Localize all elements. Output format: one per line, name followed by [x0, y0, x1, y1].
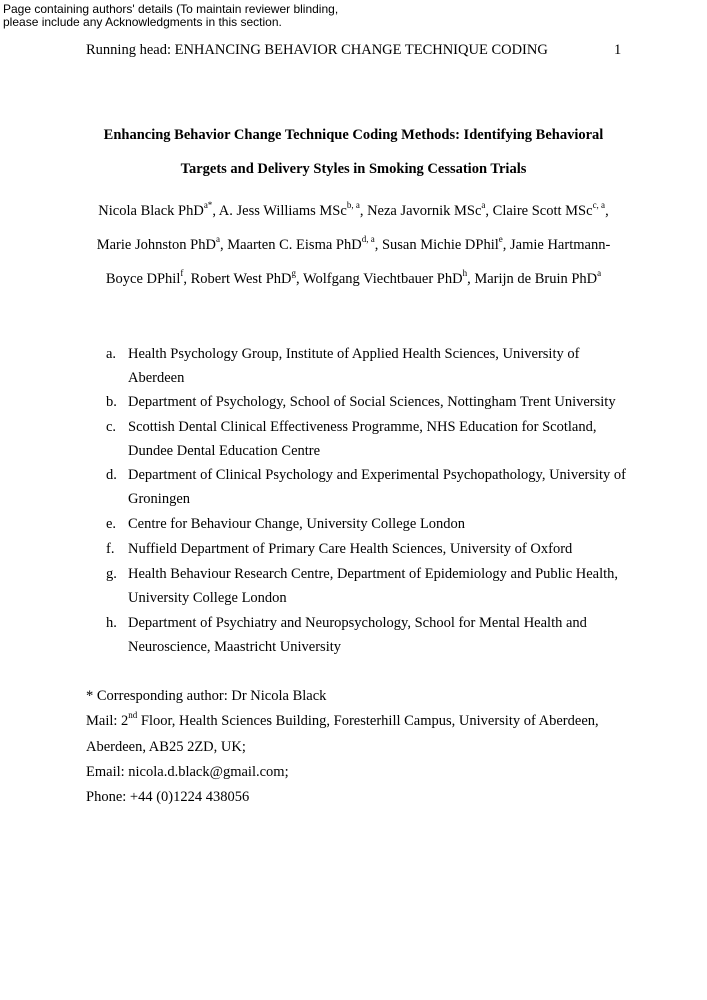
- running-head: Running head: ENHANCING BEHAVIOR CHANGE TECHNIQUE CODING: [86, 42, 548, 58]
- affiliation-letter: c.: [106, 419, 117, 435]
- affiliation-text-line: Dundee Dental Education Centre: [128, 443, 321, 459]
- affiliation-text-line: Centre for Behaviour Change, University College London: [128, 516, 466, 532]
- author-name: Neza Javornik MSc: [367, 203, 482, 219]
- affiliation-letter: a.: [106, 346, 117, 362]
- author-affiliation-mark: d, a: [361, 234, 375, 245]
- affiliation-text-line: Department of Psychology, School of Social Sciences, Nottingham Trent University: [128, 394, 616, 410]
- author-affiliation-mark: f: [180, 268, 184, 279]
- reviewer-notice-line: please include any Acknowledgments in this section.: [3, 15, 282, 29]
- affiliation-text-line: Department of Clinical Psychology and Experimental Psychopathology, University of: [128, 467, 627, 483]
- author-separator: ,: [485, 203, 493, 219]
- affiliation-item: [106, 342, 628, 390]
- paper-title-line: Targets and Delivery Styles in Smoking Cessation Trials: [180, 161, 527, 177]
- reviewer-notice: [3, 3, 338, 29]
- author-name: Nicola Black PhD: [98, 203, 204, 219]
- paper-title-line: Enhancing Behavior Change Technique Coding Methods: Identifying Behavioral: [103, 127, 604, 143]
- author-name: Maarten C. Eisma PhD: [227, 237, 362, 253]
- author-affiliation-mark: c, a: [592, 200, 606, 211]
- author-name: Marijn de Bruin PhD: [474, 271, 598, 287]
- authors-line: [40, 200, 667, 220]
- author-separator: ,: [374, 237, 382, 253]
- affiliation-letter: d.: [106, 467, 117, 483]
- affiliation-item: [106, 512, 628, 536]
- corresponding-author: * Corresponding author: Dr Nicola Black: [86, 688, 327, 704]
- affiliation-text-line: Neuroscience, Maastricht University: [128, 639, 341, 655]
- author-separator: ,: [212, 203, 219, 219]
- author-affiliation-mark: a*: [203, 200, 213, 211]
- author-name: Jamie Hartmann-: [510, 237, 611, 253]
- affiliation-item: [106, 415, 628, 463]
- affiliation-item: [106, 562, 628, 610]
- author-affiliation-mark: a: [597, 268, 602, 279]
- page-number: 1: [614, 42, 622, 58]
- affiliation-text-line: Nuffield Department of Primary Care Health Sciences, University of Oxford: [128, 541, 573, 557]
- authors-line: [40, 268, 667, 288]
- email-line: Email: nicola.d.black@gmail.com;: [86, 764, 289, 780]
- author-affiliation-mark: g: [291, 268, 296, 279]
- author-name: Marie Johnston PhD: [96, 237, 216, 253]
- author-separator: ,: [605, 203, 609, 219]
- affiliation-text-line: Health Psychology Group, Institute of Applied Health Sciences, University of: [128, 346, 580, 362]
- affiliation-text-line: Department of Psychiatry and Neuropsychology, School for Mental Health and: [128, 615, 587, 631]
- affiliation-letter: f.: [106, 541, 115, 557]
- mail-address: [86, 710, 599, 730]
- affiliation-text-line: Groningen: [128, 491, 191, 507]
- author-name: Claire Scott MSc: [492, 203, 593, 219]
- author-separator: ,: [467, 271, 475, 287]
- author-affiliation-mark: b, a: [346, 200, 360, 211]
- author-separator: ,: [502, 237, 511, 253]
- author-affiliation-mark: e: [498, 234, 503, 245]
- author-separator: ,: [359, 203, 368, 219]
- affiliation-text-line: University College London: [128, 590, 287, 606]
- affiliation-letter: e.: [106, 516, 117, 532]
- author-name: Susan Michie DPhil: [381, 237, 499, 253]
- author-affiliation-mark: a: [481, 200, 486, 211]
- author-name: Boyce DPhil: [105, 271, 181, 287]
- affiliation-item: [106, 537, 628, 561]
- affiliation-text-line: Scottish Dental Clinical Effectiveness Programme, NHS Education for Scotland,: [128, 419, 597, 435]
- author-separator: ,: [295, 271, 303, 287]
- mail-address-line-2: Aberdeen, AB25 2ZD, UK;: [86, 739, 246, 755]
- authors-line: [40, 234, 667, 254]
- author-separator: ,: [219, 237, 228, 253]
- phone-line: Phone: +44 (0)1224 438056: [86, 789, 250, 805]
- affiliation-letter: h.: [106, 615, 117, 631]
- author-name: A. Jess Williams MSc: [218, 203, 347, 219]
- affiliation-letter: g.: [106, 566, 117, 582]
- author-name: Robert West PhD: [190, 271, 292, 287]
- author-affiliation-mark: h: [462, 268, 468, 279]
- author-separator: ,: [183, 271, 191, 287]
- affiliation-item: [106, 390, 628, 414]
- affiliation-item: [106, 463, 628, 511]
- mail-prefix: Mail: 2: [86, 713, 129, 729]
- mail-rest: Floor, Health Sciences Building, Foresterhill Campus, University of Aberdeen,: [137, 713, 599, 729]
- affiliation-text-line: Health Behaviour Research Centre, Department of Epidemiology and Public Health,: [128, 566, 619, 582]
- floor-ordinal: nd: [128, 710, 138, 721]
- affiliation-item: [106, 611, 628, 659]
- reviewer-notice-line: Page containing authors' details (To maintain reviewer blinding,: [3, 2, 339, 16]
- author-affiliation-mark: a: [215, 234, 220, 245]
- affiliation-text-line: Aberdeen: [128, 370, 185, 386]
- affiliation-letter: b.: [106, 394, 117, 410]
- author-name: Wolfgang Viechtbauer PhD: [302, 271, 463, 287]
